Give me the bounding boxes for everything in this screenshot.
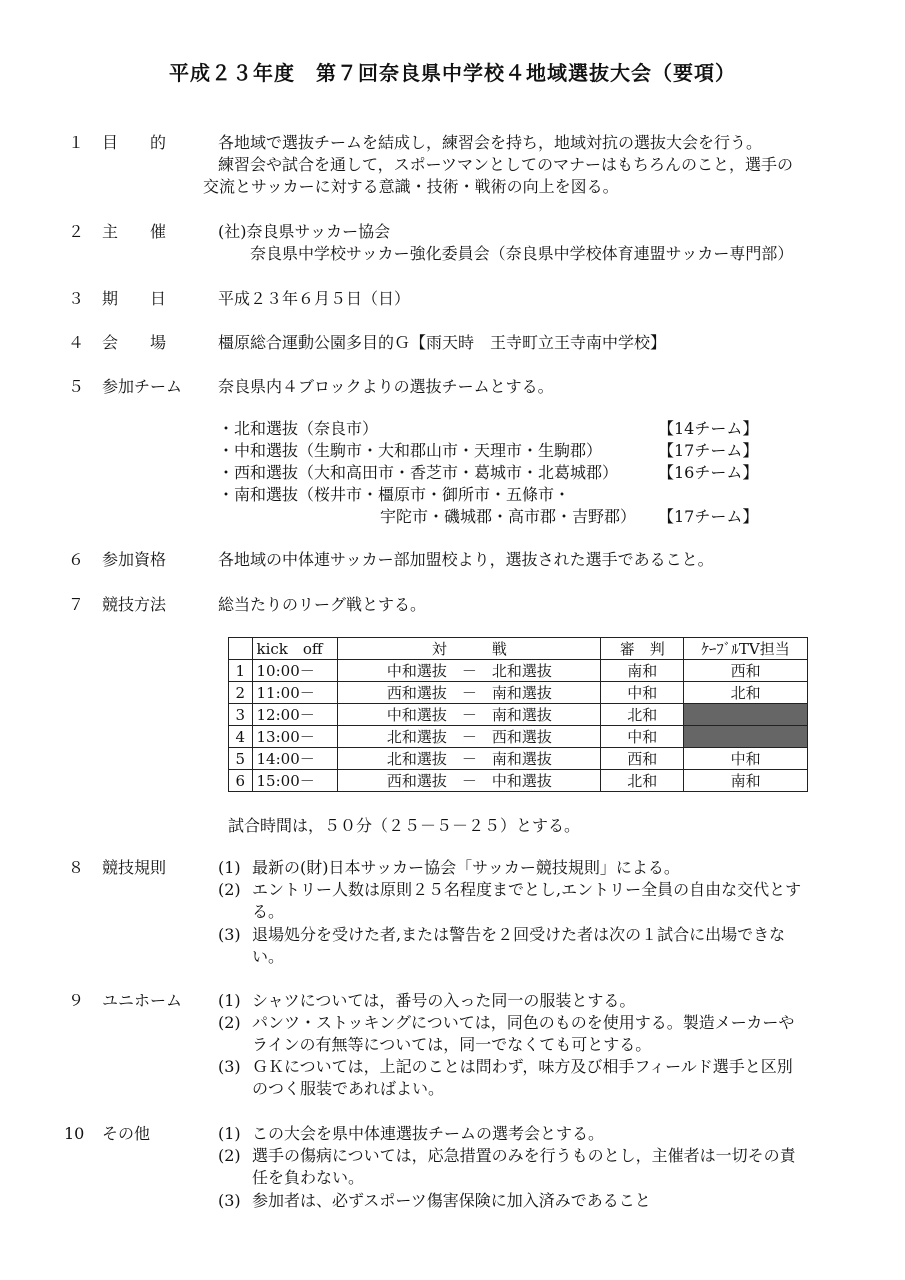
uniform-item-text-cont: ラインの有無等については，同一でなくても可とする。 — [252, 1035, 652, 1054]
row-cable-tv: 西和 — [684, 660, 808, 682]
row-time: 15:00－ — [252, 770, 338, 792]
row-no: 6 — [229, 770, 253, 792]
page-title: 平成２３年度 第７回奈良県中学校４地域選抜大会（要項） — [169, 61, 736, 85]
row-cable-tv: 南和 — [684, 770, 808, 792]
section-3-number: ３ — [68, 289, 85, 308]
section-1-line-3: 交流とサッカーに対する意識・技術・戦術の向上を図る。 — [203, 177, 619, 196]
match-time-note: 試合時間は，５０分（２５－５－２５）とする。 — [228, 816, 581, 835]
row-referee: 西和 — [601, 748, 684, 770]
section-9-label: ユニホーム — [102, 991, 183, 1010]
rule-item-marker: (3) — [218, 925, 241, 944]
team-count: 【17チーム】 — [658, 441, 759, 460]
row-time: 11:00－ — [252, 682, 338, 704]
section-4-text: 橿原総合運動公園多目的Ｇ【雨天時 王寺町立王寺南中学校】 — [218, 333, 667, 352]
row-referee: 中和 — [601, 726, 684, 748]
other-item-marker: (2) — [218, 1146, 241, 1165]
uniform-item-text-cont: のつく服装であればよい。 — [252, 1079, 445, 1098]
table-row — [229, 660, 808, 682]
section-4-label: 会 場 — [102, 333, 167, 352]
row-cable-tv-shaded — [684, 726, 808, 748]
section-7-label: 競技方法 — [102, 595, 167, 614]
team-list-item: ・中和選抜（生駒市・大和郡山市・天理市・生駒郡） — [218, 441, 603, 460]
section-3-text: 平成２３年６月５日（日） — [218, 289, 411, 308]
rule-item-text-cont: い。 — [252, 947, 285, 966]
team-list-item-continued: 宇陀市・磯城郡・高市郡・吉野郡） — [380, 507, 637, 526]
row-no: 2 — [229, 682, 253, 704]
other-item-marker: (3) — [218, 1191, 241, 1210]
table-row — [229, 704, 808, 726]
rule-item-text: 最新の(財)日本サッカー協会「サッカー競技規則」による。 — [252, 858, 680, 877]
row-match: 西和選抜 － 中和選抜 — [338, 770, 601, 792]
row-no: 4 — [229, 726, 253, 748]
header-cable-tv: ｹｰﾌﾞﾙTV担当 — [684, 638, 808, 660]
other-item-marker: (1) — [218, 1124, 241, 1143]
other-item-text-cont: 任を負わない。 — [252, 1168, 365, 1187]
row-no: 5 — [229, 748, 253, 770]
row-no: 1 — [229, 660, 253, 682]
match-schedule-table — [228, 637, 808, 792]
section-1-line-2: 練習会や試合を通して，スポーツマンとしてのマナーはもちろんのこと，選手の — [218, 155, 794, 174]
rule-item-marker: (1) — [218, 858, 241, 877]
section-6-label: 参加資格 — [102, 550, 167, 569]
section-3-label: 期 日 — [102, 289, 167, 308]
row-referee: 中和 — [601, 682, 684, 704]
row-cable-tv: 北和 — [684, 682, 808, 704]
rule-item-text-cont: る。 — [252, 902, 285, 921]
row-match: 北和選抜 － 西和選抜 — [338, 726, 601, 748]
row-match: 西和選抜 － 南和選抜 — [338, 682, 601, 704]
section-8-label: 競技規則 — [102, 858, 167, 877]
section-7-number: ７ — [68, 595, 85, 614]
team-list-item: ・西和選抜（大和高田市・香芝市・葛城市・北葛城郡） — [218, 463, 619, 482]
section-9-number: ９ — [68, 991, 85, 1010]
row-cable-tv-shaded — [684, 704, 808, 726]
row-cable-tv: 中和 — [684, 748, 808, 770]
header-match: 対 戦 — [338, 638, 601, 660]
row-time: 12:00－ — [252, 704, 338, 726]
uniform-item-text: パンツ・ストッキングについては，同色のものを使用する。製造メーカーや — [252, 1013, 795, 1032]
section-5-text: 奈良県内４ブロックよりの選抜チームとする。 — [218, 377, 554, 396]
row-referee: 南和 — [601, 660, 684, 682]
uniform-item-marker: (3) — [218, 1057, 241, 1076]
section-5-label: 参加チーム — [102, 377, 183, 396]
row-time: 10:00－ — [252, 660, 338, 682]
header-kickoff: kick off — [252, 638, 338, 660]
row-match: 中和選抜 － 南和選抜 — [338, 704, 601, 726]
section-2-line-2: 奈良県中学校サッカー強化委員会（奈良県中学校体育連盟サッカー専門部） — [250, 244, 794, 263]
row-time: 14:00－ — [252, 748, 338, 770]
section-8-number: ８ — [68, 858, 85, 877]
team-count: 【14チーム】 — [658, 419, 759, 438]
section-1-line-1: 各地域で選抜チームを結成し，練習会を持ち，地域対抗の選抜大会を行う。 — [218, 133, 763, 152]
table-header-row — [229, 638, 808, 660]
row-referee: 北和 — [601, 770, 684, 792]
section-2-number: ２ — [68, 222, 85, 241]
row-match: 中和選抜 － 北和選抜 — [338, 660, 601, 682]
section-10-label: その他 — [102, 1124, 151, 1143]
table-row — [229, 726, 808, 748]
section-1-label: 目 的 — [102, 133, 167, 152]
uniform-item-marker: (2) — [218, 1013, 241, 1032]
uniform-item-marker: (1) — [218, 991, 241, 1010]
team-count: 【17チーム】 — [658, 507, 759, 526]
section-7-text: 総当たりのリーグ戦とする。 — [218, 595, 427, 614]
team-list-item: ・南和選抜（桜井市・橿原市・御所市・五條市・ — [218, 485, 571, 504]
uniform-item-text: ＧＫについては，上記のことは問わず，味方及び相手フィールド選手と区別 — [252, 1057, 793, 1076]
header-referee: 審 判 — [601, 638, 684, 660]
uniform-item-text: シャツについては，番号の入った同一の服装とする。 — [252, 991, 636, 1010]
section-6-text: 各地域の中体連サッカー部加盟校より，選抜された選手であること。 — [218, 550, 714, 569]
row-referee: 北和 — [601, 704, 684, 726]
rule-item-text: エントリー人数は原則２５名程度までとし,エントリー全員の自由な交代とす — [252, 880, 802, 899]
section-2-line-1: (社)奈良県サッカー協会 — [218, 222, 391, 241]
other-item-text: 参加者は、必ずスポーツ傷害保険に加入済みであること — [252, 1191, 651, 1210]
section-5-number: ５ — [68, 377, 85, 396]
table-row — [229, 770, 808, 792]
other-item-text: 選手の傷病については，応急措置のみを行うものとし，主催者は一切その責 — [252, 1146, 796, 1165]
section-4-number: ４ — [68, 333, 85, 352]
other-item-text: この大会を県中体連選抜チームの選考会とする。 — [252, 1124, 605, 1143]
row-no: 3 — [229, 704, 253, 726]
row-time: 13:00－ — [252, 726, 338, 748]
rule-item-marker: (2) — [218, 880, 241, 899]
team-list-item: ・北和選抜（奈良市） — [218, 419, 379, 438]
header-no — [229, 638, 253, 660]
row-match: 北和選抜 － 南和選抜 — [338, 748, 601, 770]
section-1-number: １ — [68, 133, 85, 152]
rule-item-text: 退場処分を受けた者,または警告を２回受けた者は次の１試合に出場できな — [252, 925, 786, 944]
table-row — [229, 682, 808, 704]
team-count: 【16チーム】 — [658, 463, 759, 482]
table-row — [229, 748, 808, 770]
section-2-label: 主 催 — [102, 222, 167, 241]
section-10-number: 10 — [64, 1124, 85, 1143]
section-6-number: ６ — [68, 550, 85, 569]
